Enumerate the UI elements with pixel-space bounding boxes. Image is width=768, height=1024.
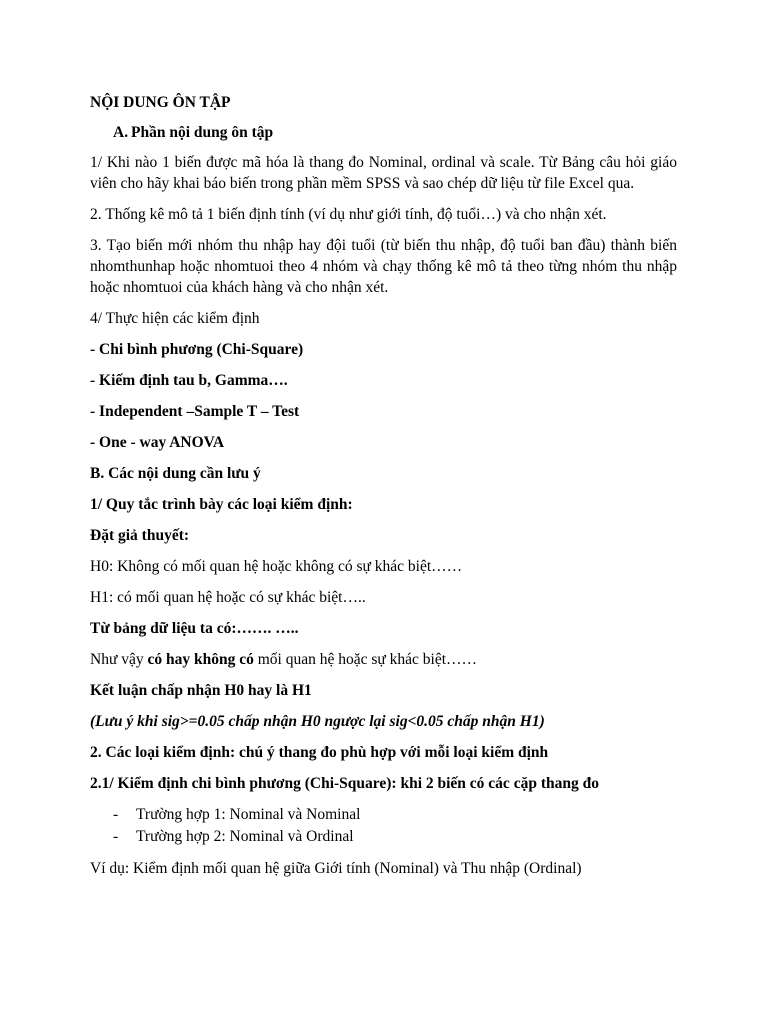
item-1: 1/ Khi nào 1 biến được mã hóa là thang đo Nominal, ordinal và scale. Từ Bảng câu hỏi giáo viên cho hãy khai báo biến trong phần mềm SPSS và sao chép dữ liệu từ file Excel qua.	[90, 154, 677, 192]
conclusion-heading: Kết luận chấp nhận H0 hay là H1	[90, 682, 312, 699]
hypothesis-h0: H0: Không có mối quan hệ hoặc không có sự khác biệt……	[90, 558, 463, 575]
list-item	[90, 826, 677, 848]
from-table-line: Từ bảng dữ liệu ta có:……. …..	[90, 620, 299, 637]
conclusion-suffix: mối quan hệ hoặc sự khác biệt……	[253, 651, 478, 668]
dash-marker: -	[113, 806, 119, 823]
sig-note: (Lưu ý khi sig>=0.05 chấp nhận H0 ngược lại sig<0.05 chấp nhận H1)	[90, 713, 545, 730]
example-line: Ví dụ: Kiểm định mối quan hệ giữa Giới tính (Nominal) và Thu nhập (Ordinal)	[90, 860, 582, 877]
document-page	[90, 92, 677, 889]
document-title: NỘI DUNG ÔN TẬP	[90, 94, 231, 111]
case-text: Trường hợp 1: Nominal và Nominal	[136, 806, 361, 823]
item-3: 3. Tạo biến mới nhóm thu nhập hay đội tuổi (từ biến thu nhập, độ tuổi ban đầu) thành biến nhomthunhap hoặc nhomtuoi theo 4 nhóm và chạy thống kê mô tả theo từng nhóm thu nhập hoặc nhomtuoi của khách hàng và cho nhận xét.	[90, 237, 677, 296]
item-4: 4/ Thực hiện các kiểm định	[90, 310, 260, 327]
dash-marker: -	[113, 828, 119, 845]
test-independent-t: - Independent –Sample T – Test	[90, 403, 300, 420]
chi-square-heading: 2.1/ Kiểm định chi bình phương (Chi-Square): khi 2 biến có các cặp thang đo	[90, 775, 599, 792]
section-a-marker: A.	[113, 124, 129, 141]
test-tau-b-gamma: - Kiếm định tau b, Gamma….	[90, 372, 288, 389]
case-list	[90, 804, 677, 848]
case-text: Trường hợp 2: Nominal và Ordinal	[136, 828, 354, 845]
test-types-heading: 2. Các loại kiểm định: chú ý thang đo phù hợp với mỗi loại kiểm định	[90, 744, 549, 761]
rule-heading: 1/ Quy tắc trình bày các loại kiểm định:	[90, 496, 353, 513]
section-a-label: Phần nội dung ôn tập	[131, 124, 274, 141]
test-one-way-anova: - One - way ANOVA	[90, 434, 225, 451]
conclusion-sentence	[90, 649, 677, 670]
list-item	[90, 804, 677, 826]
conclusion-emphasis: có hay không có	[147, 651, 254, 668]
conclusion-prefix: Như vậy	[90, 651, 148, 668]
test-chi-square: - Chi bình phương (Chi-Square)	[90, 341, 304, 358]
section-a-heading	[113, 122, 677, 143]
item-2: 2. Thống kê mô tả 1 biến định tính (ví dụ như giới tính, độ tuổi…) và cho nhận xét.	[90, 206, 607, 223]
hypothesis-heading: Đặt giả thuyết:	[90, 527, 190, 544]
hypothesis-h1: H1: có mối quan hệ hoặc có sự khác biệt…..	[90, 589, 366, 606]
section-b-heading: B. Các nội dung cần lưu ý	[90, 465, 261, 482]
